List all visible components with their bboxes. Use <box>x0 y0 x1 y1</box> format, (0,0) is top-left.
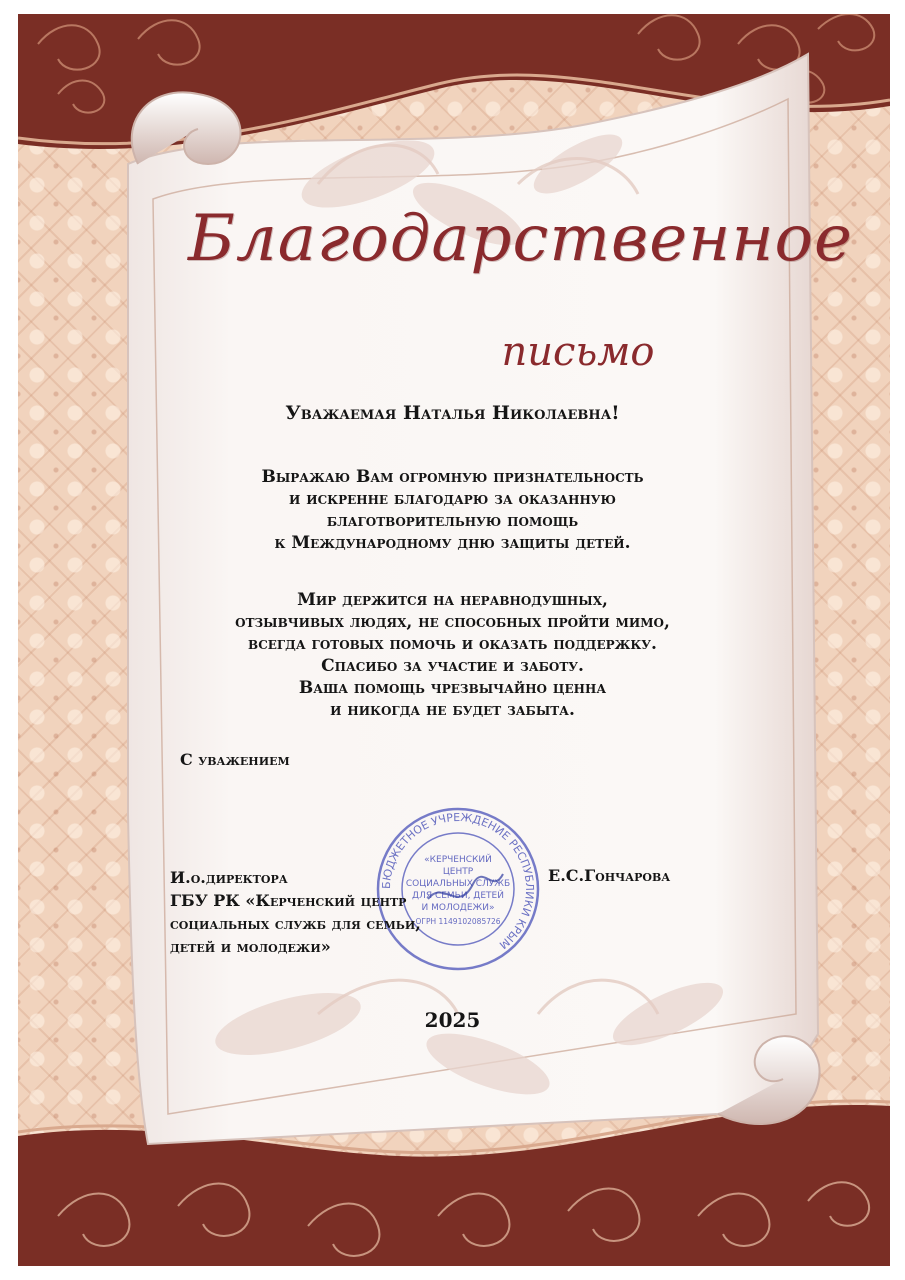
paragraph-line: Мир держится на неравнодушных, <box>297 590 608 610</box>
svg-text:СОЦИАЛЬНЫХ СЛУЖБ: СОЦИАЛЬНЫХ СЛУЖБ <box>405 879 511 889</box>
svg-text:ОГРН 1149102085726: ОГРН 1149102085726 <box>415 917 501 926</box>
paragraph-line: к Международному дню защиты детей. <box>274 533 631 553</box>
title-line-2: письмо <box>501 329 655 375</box>
paragraph-line: всегда готовых помочь и оказать поддержку. <box>248 634 657 654</box>
paragraph-line: Выражаю Вам огромную признательность <box>261 467 644 487</box>
paragraph-line: Спасибо за участие и заботу. <box>321 656 584 676</box>
certificate-sheet <box>18 14 890 1266</box>
paragraph-line: благотворительную помощь <box>326 511 579 531</box>
gratitude-paragraph <box>18 466 890 554</box>
svg-text:ДЛЯ СЕМЬИ, ДЕТЕЙ: ДЛЯ СЕМЬИ, ДЕТЕЙ <box>412 891 504 901</box>
signatory-organization: ГБУ РК «Керченский центр <box>170 891 407 910</box>
closing-text: С уважением <box>180 750 290 769</box>
svg-text:ЦЕНТР: ЦЕНТР <box>442 867 474 877</box>
signatory-name: Е.С.Гончарова <box>548 866 671 885</box>
paragraph-line: и никогда не будет забыта. <box>330 700 575 720</box>
svg-text:И МОЛОДЕЖИ»: И МОЛОДЕЖИ» <box>421 903 495 913</box>
signatory-position: И.о.директора <box>170 868 288 887</box>
year: 2025 <box>424 1008 481 1032</box>
signatory-organization: детей и молодежи» <box>170 937 331 956</box>
svg-text:БЮДЖЕТНОЕ УЧРЕЖДЕНИЕ РЕСПУБЛИК: БЮДЖЕТНОЕ УЧРЕЖДЕНИЕ РЕСПУБЛИКИ КРЫМ <box>379 810 537 952</box>
signatory-block <box>170 866 421 958</box>
svg-text:«КЕРЧЕНСКИЙ: «КЕРЧЕНСКИЙ <box>424 855 492 865</box>
salutation: Уважаемая Наталья Николаевна! <box>285 402 620 424</box>
signatory-organization: социальных служб для семьи, <box>170 914 421 933</box>
paragraph-line: Ваша помощь чрезвычайно ценна <box>298 678 607 698</box>
appreciation-paragraph <box>18 589 890 721</box>
paragraph-line: и искренне благодарю за оказанную <box>289 489 616 509</box>
title-line-1: Благодарственное <box>188 202 853 276</box>
paragraph-line: отзывчивых людях, не способных пройти мимо, <box>235 612 670 632</box>
